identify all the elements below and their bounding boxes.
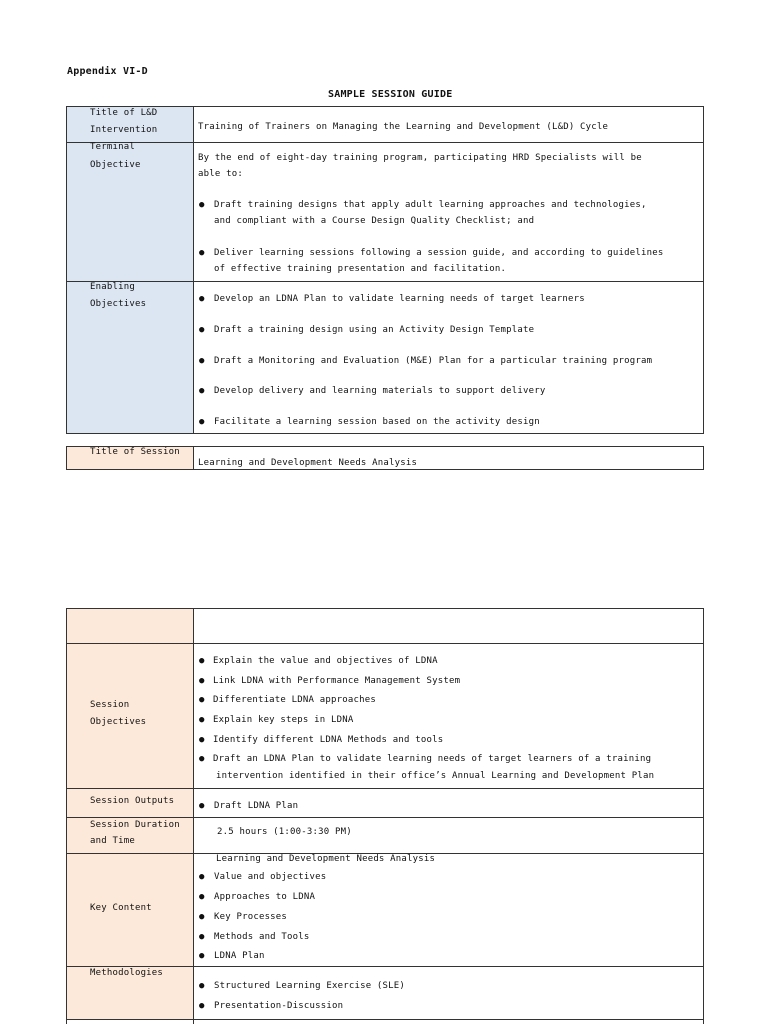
key-content-item: LDNA Plan (214, 951, 265, 961)
terminal-intro-line2: able to: (198, 169, 243, 179)
enabling-item: Develop an LDNA Plan to validate learning needs of target learners (214, 294, 585, 304)
bullet-icon: ● (199, 932, 205, 942)
document-title: SAMPLE SESSION GUIDE (328, 89, 453, 100)
methodologies-label: Methodologies (90, 968, 164, 978)
appendix-label: Appendix VI-D (67, 66, 148, 77)
enabling-label-line2: Objectives (90, 299, 147, 309)
enabling-item: Facilitate a learning session based on the activity design (214, 417, 540, 427)
enabling-item: Develop delivery and learning materials to support delivery (214, 386, 546, 396)
key-content-item: Methods and Tools (214, 932, 310, 942)
enabling-item: Draft a Monitoring and Evaluation (M&E) Plan for a particular training program (214, 356, 653, 366)
methodology-item: Presentation-Discussion (214, 1001, 344, 1011)
bullet-icon: ● (199, 676, 205, 686)
bullet-icon: ● (199, 912, 205, 922)
bullet-icon: ● (199, 801, 205, 811)
enabling-label-line1: Enabling (90, 282, 135, 292)
objective-item: Draft an LDNA Plan to validate learning needs of target learners of a training (213, 754, 652, 764)
key-content-label: Key Content (90, 903, 152, 913)
bullet-icon: ● (199, 892, 205, 902)
bullet-icon: ● (199, 754, 205, 764)
terminal-intro-line1: By the end of eight-day training program, participating HRD Specialists will be (198, 153, 642, 163)
terminal-bullet2-line2: of effective training presentation and facilitation. (214, 264, 507, 274)
bullet-icon: ● (199, 695, 205, 705)
duration-label-line1: Session Duration (90, 820, 180, 830)
bullet-icon: ● (199, 417, 205, 427)
bullet-icon: ● (199, 294, 205, 304)
objective-item: Differentiate LDNA approaches (213, 695, 376, 705)
bullet-icon: ● (199, 248, 205, 258)
ld-title-label-line1: Title of L&D (90, 108, 158, 118)
terminal-label-line2: Objective (90, 160, 141, 170)
duration-value: 2.5 hours (1:00-3:30 PM) (217, 827, 352, 837)
bullet-icon: ● (199, 656, 205, 666)
bullet-icon: ● (199, 325, 205, 335)
ld-title-value: Training of Trainers on Managing the Learning and Development (L&D) Cycle (198, 122, 609, 132)
ld-title-label-line2: Intervention (90, 125, 158, 135)
column-divider (193, 446, 194, 470)
terminal-label-line1: Terminal (90, 142, 135, 152)
column-divider (193, 106, 194, 434)
bullet-icon: ● (199, 951, 205, 961)
methodology-item: Structured Learning Exercise (SLE) (214, 981, 406, 991)
row-divider (66, 281, 704, 282)
outputs-label: Session Outputs (90, 796, 175, 806)
enabling-item: Draft a training design using an Activity Design Template (214, 325, 535, 335)
objective-item-continued: intervention identified in their office’s Annual Learning and Development Plan (216, 771, 655, 781)
row-divider (66, 788, 704, 789)
row-divider (66, 1019, 704, 1020)
bullet-icon: ● (199, 200, 205, 210)
duration-label-line2: and Time (90, 836, 135, 846)
session-title-value: Learning and Development Needs Analysis (198, 458, 418, 468)
key-content-heading: Learning and Development Needs Analysis (216, 854, 436, 864)
row-divider (66, 643, 704, 644)
objective-item: Explain key steps in LDNA (213, 715, 354, 725)
column-divider (193, 608, 194, 1024)
terminal-bullet1-line2: and compliant with a Course Design Quality Checklist; and (214, 216, 535, 226)
key-content-item: Approaches to LDNA (214, 892, 316, 902)
objectives-label-line1: Session (90, 700, 130, 710)
bullet-icon: ● (199, 1001, 205, 1011)
bullet-icon: ● (199, 356, 205, 366)
key-content-item: Key Processes (214, 912, 288, 922)
bullet-icon: ● (199, 872, 205, 882)
bullet-icon: ● (199, 386, 205, 396)
terminal-bullet2-line1: Deliver learning sessions following a session guide, and according to guidelines (214, 248, 664, 258)
key-content-item: Value and objectives (214, 872, 327, 882)
bullet-icon: ● (199, 735, 205, 745)
objective-item: Identify different LDNA Methods and tools (213, 735, 444, 745)
session-title-label: Title of Session (90, 447, 180, 457)
bullet-icon: ● (199, 715, 205, 725)
bullet-icon: ● (199, 981, 205, 991)
objective-item: Explain the value and objectives of LDNA (213, 656, 438, 666)
objectives-label-line2: Objectives (90, 717, 147, 727)
table-border (66, 608, 704, 1024)
row-divider (66, 142, 704, 143)
outputs-value: Draft LDNA Plan (214, 801, 299, 811)
terminal-bullet1-line1: Draft training designs that apply adult learning approaches and technologies, (214, 200, 647, 210)
objective-item: Link LDNA with Performance Management System (213, 676, 461, 686)
